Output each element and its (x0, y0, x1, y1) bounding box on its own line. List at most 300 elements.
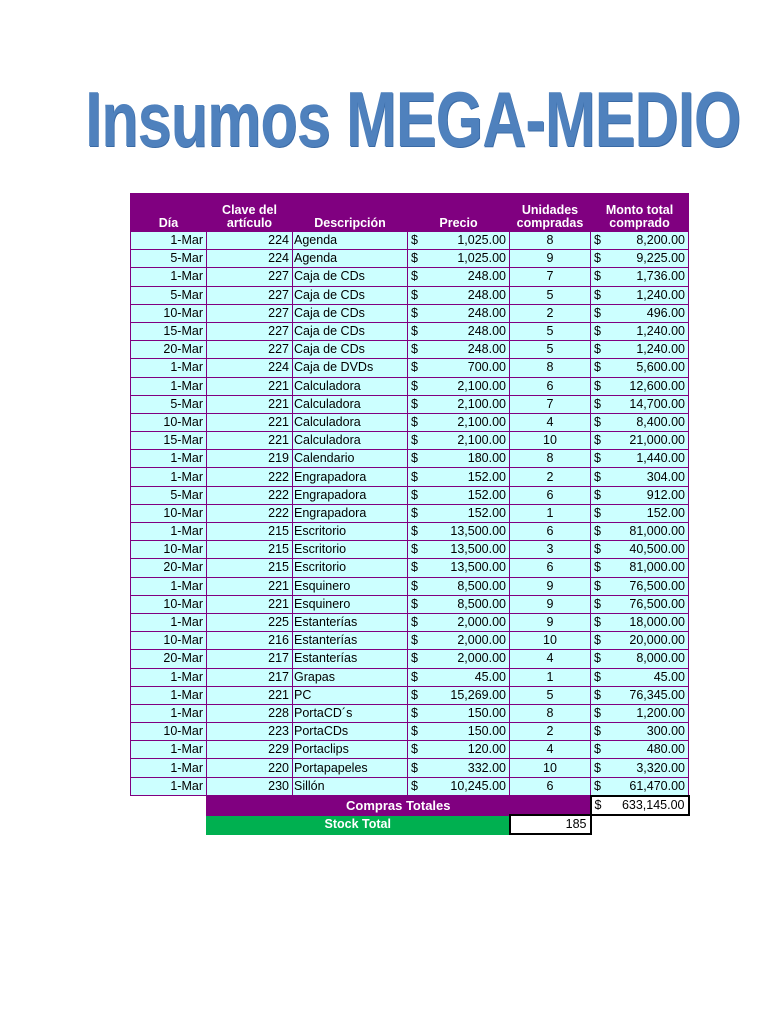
cell-precio-amount: 10,245.00 (450, 778, 506, 793)
cell-monto (591, 432, 689, 450)
cell-monto (591, 668, 689, 686)
cell-unidades: 4 (510, 650, 591, 668)
cell-unidades: 4 (510, 741, 591, 759)
cell-monto (591, 632, 689, 650)
cell-monto (591, 341, 689, 359)
currency-symbol: $ (411, 451, 418, 466)
cell-precio-amount: 150.00 (467, 724, 506, 739)
cell-dia: 5-Mar (131, 395, 207, 413)
cell-precio-amount: 13,500.00 (450, 542, 506, 557)
currency-symbol: $ (594, 705, 601, 720)
cell-descripcion: Engrapadora (293, 486, 408, 504)
cell-dia: 20-Mar (131, 650, 207, 668)
currency-symbol: $ (411, 287, 418, 302)
currency-symbol: $ (411, 542, 418, 557)
cell-precio-amount: 13,500.00 (450, 560, 506, 575)
cell-precio (408, 377, 510, 395)
currency-symbol: $ (411, 560, 418, 575)
cell-monto-amount: 480.00 (646, 742, 685, 757)
header-descripcion (293, 193, 408, 232)
cell-clave: 223 (207, 723, 293, 741)
cell-precio (408, 741, 510, 759)
table-row (131, 232, 689, 250)
table-row (131, 668, 689, 686)
cell-unidades: 8 (510, 450, 591, 468)
currency-symbol: $ (411, 778, 418, 793)
cell-precio-amount: 248.00 (467, 305, 506, 320)
cell-dia: 1-Mar (131, 232, 207, 250)
cell-dia: 15-Mar (131, 432, 207, 450)
cell-dia: 1-Mar (131, 777, 207, 796)
currency-symbol: $ (594, 797, 602, 812)
currency-symbol: $ (411, 705, 418, 720)
cell-monto (591, 250, 689, 268)
cell-monto (591, 650, 689, 668)
cell-clave: 224 (207, 250, 293, 268)
cell-precio-amount: 248.00 (467, 269, 506, 284)
cell-precio (408, 595, 510, 613)
cell-unidades: 7 (510, 268, 591, 286)
cell-clave: 215 (207, 523, 293, 541)
table-row (131, 268, 689, 286)
cell-monto-amount: 1,736.00 (636, 269, 685, 284)
cell-precio-amount: 150.00 (467, 705, 506, 720)
cell-monto (591, 468, 689, 486)
cell-descripcion: Engrapadora (293, 468, 408, 486)
cell-descripcion: Engrapadora (293, 504, 408, 522)
cell-monto-amount: 61,470.00 (629, 778, 685, 793)
cell-monto (591, 504, 689, 522)
cell-dia: 1-Mar (131, 577, 207, 595)
currency-symbol: $ (411, 251, 418, 266)
cell-monto-amount: 1,240.00 (636, 324, 685, 339)
cell-precio (408, 341, 510, 359)
cell-descripcion: Caja de DVDs (293, 359, 408, 377)
cell-monto-amount: 912.00 (646, 487, 685, 502)
table-row (131, 450, 689, 468)
header-clave (207, 193, 293, 232)
cell-monto-amount: 14,700.00 (629, 396, 685, 411)
currency-symbol: $ (411, 269, 418, 284)
cell-monto-amount: 1,440.00 (636, 451, 685, 466)
cell-clave: 217 (207, 650, 293, 668)
cell-monto (591, 741, 689, 759)
cell-precio (408, 504, 510, 522)
cell-unidades: 1 (510, 668, 591, 686)
cell-unidades: 8 (510, 704, 591, 722)
cell-precio-amount: 248.00 (467, 324, 506, 339)
cell-descripcion: Grapas (293, 668, 408, 686)
header-descripcion-label: Descripción (314, 216, 386, 230)
currency-symbol: $ (594, 287, 601, 302)
total-spacer (131, 796, 207, 815)
cell-precio-amount: 332.00 (467, 760, 506, 775)
cell-precio-amount: 2,100.00 (457, 414, 506, 429)
cell-unidades: 6 (510, 486, 591, 504)
cell-monto-amount: 81,000.00 (629, 560, 685, 575)
cell-monto (591, 523, 689, 541)
stock-total-row (131, 815, 689, 834)
table-row (131, 504, 689, 522)
cell-clave: 216 (207, 632, 293, 650)
cell-unidades: 10 (510, 759, 591, 777)
total-purchases-label: Compras Totales (207, 796, 591, 815)
header-precio (408, 193, 510, 232)
cell-precio-amount: 152.00 (467, 487, 506, 502)
currency-symbol: $ (594, 305, 601, 320)
cell-dia: 10-Mar (131, 541, 207, 559)
currency-symbol: $ (594, 778, 601, 793)
cell-precio (408, 668, 510, 686)
cell-monto-amount: 45.00 (653, 669, 685, 684)
cell-precio-amount: 1,025.00 (457, 251, 506, 266)
cell-precio-amount: 8,500.00 (457, 578, 506, 593)
cell-clave: 220 (207, 759, 293, 777)
cell-unidades: 2 (510, 468, 591, 486)
cell-monto (591, 559, 689, 577)
currency-symbol: $ (594, 505, 601, 520)
cell-unidades: 10 (510, 632, 591, 650)
cell-unidades: 6 (510, 777, 591, 796)
stock-total-label: Stock Total (207, 815, 510, 834)
table-row (131, 377, 689, 395)
cell-precio (408, 268, 510, 286)
currency-symbol: $ (411, 578, 418, 593)
currency-symbol: $ (411, 596, 418, 611)
currency-symbol: $ (594, 487, 601, 502)
cell-clave: 230 (207, 777, 293, 796)
cell-precio-amount: 2,100.00 (457, 396, 506, 411)
table-row (131, 686, 689, 704)
cell-monto-amount: 76,500.00 (629, 578, 685, 593)
cell-dia: 5-Mar (131, 486, 207, 504)
currency-symbol: $ (411, 378, 418, 393)
cell-descripcion: Estanterías (293, 632, 408, 650)
cell-dia: 20-Mar (131, 341, 207, 359)
table-row (131, 541, 689, 559)
cell-monto (591, 268, 689, 286)
cell-dia: 1-Mar (131, 741, 207, 759)
cell-unidades: 9 (510, 595, 591, 613)
cell-precio (408, 777, 510, 796)
cell-unidades: 2 (510, 304, 591, 322)
cell-precio-amount: 248.00 (467, 342, 506, 357)
cell-unidades: 5 (510, 686, 591, 704)
header-unidades-line2: compradas (516, 216, 584, 230)
table-row (131, 395, 689, 413)
cell-clave: 221 (207, 395, 293, 413)
cell-unidades: 3 (510, 541, 591, 559)
table-row (131, 322, 689, 340)
cell-precio-amount: 2,100.00 (457, 378, 506, 393)
table-row (131, 250, 689, 268)
cell-precio (408, 286, 510, 304)
cell-precio-amount: 2,000.00 (457, 651, 506, 666)
cell-descripcion: Portaclips (293, 741, 408, 759)
table-row (131, 304, 689, 322)
cell-dia: 1-Mar (131, 523, 207, 541)
cell-descripcion: Calculadora (293, 432, 408, 450)
currency-symbol: $ (411, 505, 418, 520)
cell-clave: 224 (207, 359, 293, 377)
cell-unidades: 6 (510, 377, 591, 395)
cell-monto (591, 322, 689, 340)
currency-symbol: $ (411, 487, 418, 502)
cell-descripcion: PortaCDs (293, 723, 408, 741)
total-purchases-row (131, 796, 689, 815)
cell-precio (408, 413, 510, 431)
cell-precio-amount: 13,500.00 (450, 524, 506, 539)
currency-symbol: $ (411, 524, 418, 539)
table-row (131, 468, 689, 486)
cell-clave: 221 (207, 432, 293, 450)
cell-monto-amount: 9,225.00 (636, 251, 685, 266)
cell-precio (408, 541, 510, 559)
cell-precio (408, 432, 510, 450)
cell-dia: 10-Mar (131, 632, 207, 650)
table-header-row (131, 193, 689, 232)
cell-unidades: 8 (510, 359, 591, 377)
cell-clave: 215 (207, 559, 293, 577)
currency-symbol: $ (594, 378, 601, 393)
cell-precio (408, 704, 510, 722)
currency-symbol: $ (594, 396, 601, 411)
cell-dia: 20-Mar (131, 559, 207, 577)
cell-clave: 229 (207, 741, 293, 759)
cell-dia: 1-Mar (131, 704, 207, 722)
cell-precio-amount: 8,500.00 (457, 596, 506, 611)
table-row (131, 577, 689, 595)
cell-monto (591, 377, 689, 395)
cell-precio-amount: 120.00 (467, 742, 506, 757)
cell-precio (408, 559, 510, 577)
cell-descripcion: Agenda (293, 250, 408, 268)
table-row (131, 632, 689, 650)
cell-monto-amount: 40,500.00 (629, 542, 685, 557)
cell-precio (408, 723, 510, 741)
cell-monto (591, 541, 689, 559)
cell-precio (408, 322, 510, 340)
cell-unidades: 9 (510, 250, 591, 268)
currency-symbol: $ (411, 724, 418, 739)
cell-precio (408, 632, 510, 650)
cell-descripcion: Sillón (293, 777, 408, 796)
cell-descripcion: Escritorio (293, 541, 408, 559)
cell-monto-amount: 1,200.00 (636, 705, 685, 720)
currency-symbol: $ (411, 433, 418, 448)
table-row (131, 523, 689, 541)
currency-symbol: $ (411, 305, 418, 320)
cell-monto-amount: 8,400.00 (636, 414, 685, 429)
header-monto-line2: comprado (609, 216, 670, 230)
cell-precio (408, 304, 510, 322)
cell-dia: 15-Mar (131, 322, 207, 340)
stock-trailing-spacer (591, 815, 689, 834)
cell-monto-amount: 3,320.00 (636, 760, 685, 775)
table-row (131, 704, 689, 722)
table-row (131, 650, 689, 668)
cell-monto (591, 304, 689, 322)
cell-dia: 10-Mar (131, 504, 207, 522)
table-row (131, 286, 689, 304)
cell-clave: 227 (207, 322, 293, 340)
currency-symbol: $ (594, 651, 601, 666)
currency-symbol: $ (594, 233, 601, 248)
currency-symbol: $ (411, 342, 418, 357)
cell-monto-amount: 1,240.00 (636, 342, 685, 357)
cell-unidades: 6 (510, 523, 591, 541)
currency-symbol: $ (594, 669, 601, 684)
header-unidades (510, 193, 591, 232)
currency-symbol: $ (594, 560, 601, 575)
table-row (131, 486, 689, 504)
cell-descripcion: Esquinero (293, 595, 408, 613)
cell-unidades: 10 (510, 432, 591, 450)
cell-clave: 221 (207, 577, 293, 595)
cell-precio (408, 250, 510, 268)
cell-monto-amount: 8,000.00 (636, 651, 685, 666)
cell-dia: 1-Mar (131, 377, 207, 395)
table-row (131, 432, 689, 450)
currency-symbol: $ (594, 433, 601, 448)
total-purchases-value (591, 796, 689, 815)
cell-monto-amount: 81,000.00 (629, 524, 685, 539)
cell-monto (591, 286, 689, 304)
cell-monto-amount: 20,000.00 (629, 633, 685, 648)
cell-monto-amount: 1,240.00 (636, 287, 685, 302)
cell-precio-amount: 2,000.00 (457, 633, 506, 648)
currency-symbol: $ (594, 687, 601, 702)
currency-symbol: $ (411, 651, 418, 666)
currency-symbol: $ (594, 542, 601, 557)
cell-monto (591, 395, 689, 413)
header-clave-line1: Clave del (222, 203, 277, 217)
table-row (131, 741, 689, 759)
cell-clave: 221 (207, 377, 293, 395)
cell-dia: 1-Mar (131, 268, 207, 286)
cell-dia: 1-Mar (131, 759, 207, 777)
cell-unidades: 8 (510, 232, 591, 250)
cell-monto-amount: 304.00 (646, 469, 685, 484)
cell-precio (408, 686, 510, 704)
cell-descripcion: Calculadora (293, 413, 408, 431)
cell-descripcion: Escritorio (293, 523, 408, 541)
cell-descripcion: PC (293, 686, 408, 704)
currency-symbol: $ (411, 669, 418, 684)
table-row (131, 341, 689, 359)
header-precio-label: Precio (439, 216, 478, 230)
purchases-table (130, 193, 690, 835)
cell-unidades: 5 (510, 286, 591, 304)
currency-symbol: $ (594, 451, 601, 466)
cell-monto (591, 759, 689, 777)
cell-precio-amount: 152.00 (467, 505, 506, 520)
currency-symbol: $ (594, 578, 601, 593)
stock-total-value: 185 (510, 815, 591, 834)
cell-dia: 10-Mar (131, 595, 207, 613)
header-unidades-line1: Unidades (521, 203, 579, 217)
cell-clave: 222 (207, 486, 293, 504)
cell-dia: 1-Mar (131, 450, 207, 468)
header-dia-label: Día (158, 216, 179, 230)
cell-precio (408, 395, 510, 413)
page-title: Insumos MEGA-MEDIO (85, 75, 741, 163)
cell-clave: 227 (207, 268, 293, 286)
currency-symbol: $ (411, 742, 418, 757)
cell-clave: 217 (207, 668, 293, 686)
currency-symbol: $ (594, 524, 601, 539)
currency-symbol: $ (411, 414, 418, 429)
cell-monto (591, 595, 689, 613)
cell-unidades: 1 (510, 504, 591, 522)
cell-clave: 227 (207, 304, 293, 322)
currency-symbol: $ (411, 760, 418, 775)
currency-symbol: $ (594, 269, 601, 284)
cell-clave: 221 (207, 686, 293, 704)
cell-monto (591, 486, 689, 504)
table-row (131, 359, 689, 377)
cell-monto-amount: 12,600.00 (629, 378, 685, 393)
cell-descripcion: Esquinero (293, 577, 408, 595)
cell-dia: 1-Mar (131, 359, 207, 377)
cell-clave: 221 (207, 595, 293, 613)
cell-clave: 222 (207, 504, 293, 522)
currency-symbol: $ (411, 360, 418, 375)
cell-dia: 1-Mar (131, 468, 207, 486)
table-row (131, 723, 689, 741)
cell-descripcion: Caja de CDs (293, 286, 408, 304)
header-monto (591, 193, 689, 232)
cell-precio-amount: 2,100.00 (457, 433, 506, 448)
cell-monto-amount: 76,500.00 (629, 596, 685, 611)
cell-unidades: 9 (510, 577, 591, 595)
cell-precio (408, 650, 510, 668)
cell-unidades: 5 (510, 322, 591, 340)
table-row (131, 595, 689, 613)
currency-symbol: $ (594, 596, 601, 611)
cell-clave: 227 (207, 341, 293, 359)
cell-monto (591, 450, 689, 468)
cell-descripcion: Caja de CDs (293, 322, 408, 340)
cell-precio-amount: 152.00 (467, 469, 506, 484)
currency-symbol: $ (594, 633, 601, 648)
cell-clave: 215 (207, 541, 293, 559)
cell-clave: 221 (207, 413, 293, 431)
cell-precio-amount: 180.00 (467, 451, 506, 466)
cell-precio-amount: 2,000.00 (457, 615, 506, 630)
currency-symbol: $ (594, 251, 601, 266)
table-row (131, 559, 689, 577)
cell-dia: 1-Mar (131, 668, 207, 686)
currency-symbol: $ (594, 342, 601, 357)
cell-dia: 5-Mar (131, 250, 207, 268)
cell-precio-amount: 1,025.00 (457, 233, 506, 248)
cell-monto-amount: 496.00 (646, 305, 685, 320)
currency-symbol: $ (411, 633, 418, 648)
cell-descripcion: Calculadora (293, 377, 408, 395)
header-dia (131, 193, 207, 232)
cell-unidades: 4 (510, 413, 591, 431)
currency-symbol: $ (411, 233, 418, 248)
currency-symbol: $ (594, 760, 601, 775)
currency-symbol: $ (411, 396, 418, 411)
table-row (131, 413, 689, 431)
cell-precio (408, 486, 510, 504)
currency-symbol: $ (411, 615, 418, 630)
cell-precio-amount: 15,269.00 (450, 687, 506, 702)
cell-descripcion: Caja de CDs (293, 268, 408, 286)
cell-dia: 10-Mar (131, 304, 207, 322)
